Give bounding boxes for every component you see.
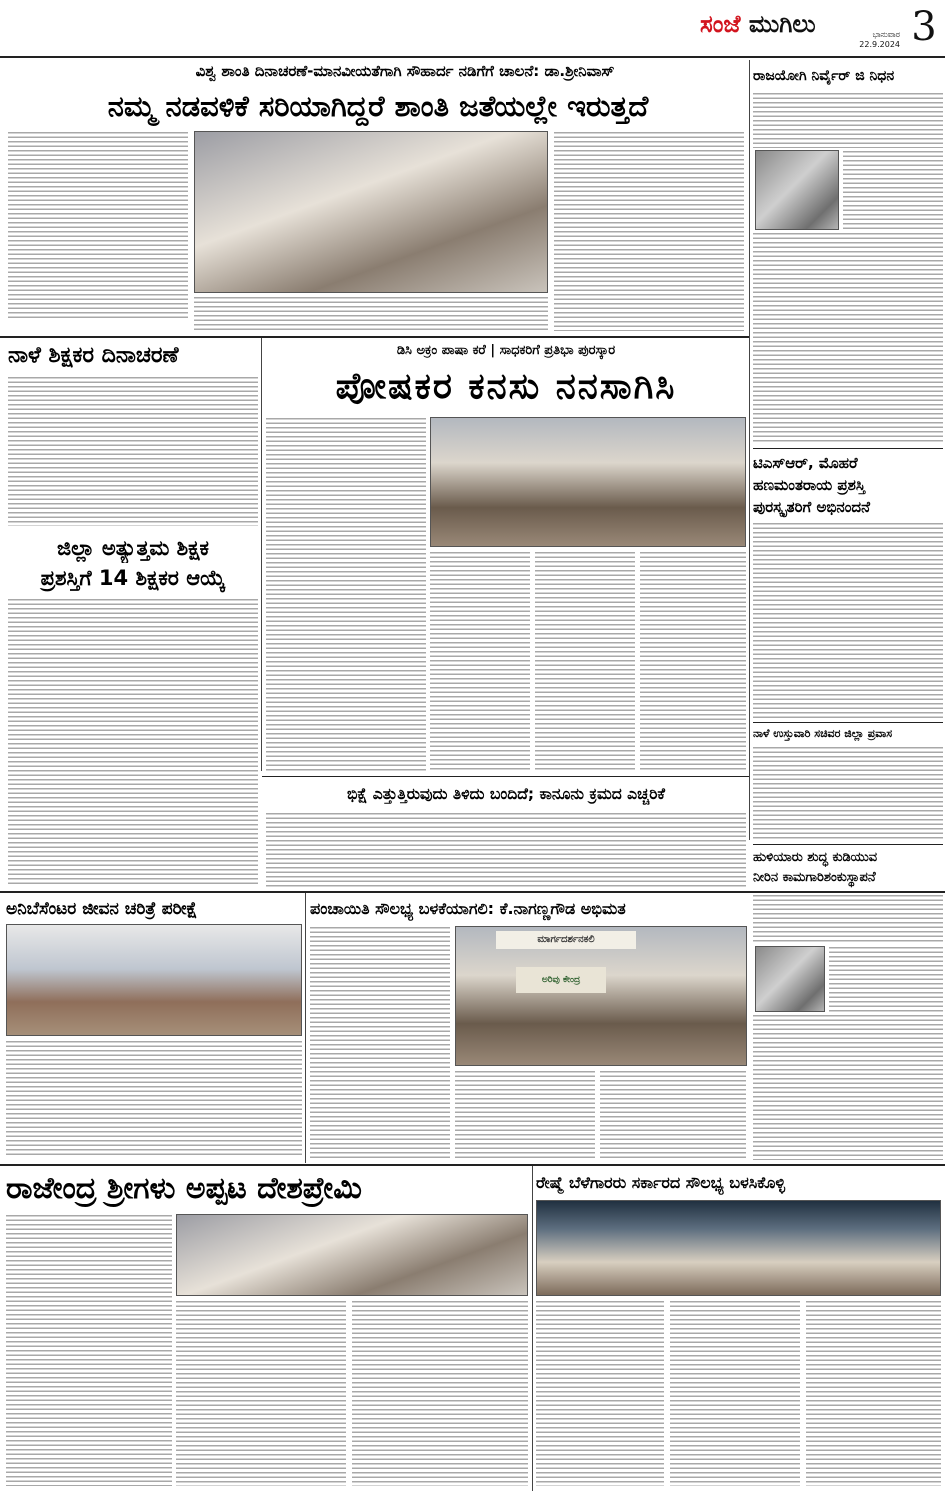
story8-headline: ರಾಜೇಂದ್ರ ಶ್ರೀಗಳು ಅಪ್ಪಟ ದೇಶಪ್ರೇಮಿ <box>6 1171 362 1206</box>
story9-photo-stage <box>536 1200 941 1296</box>
masthead-name-part2: ಮುಗಿಲು <box>748 10 816 38</box>
divider-line <box>0 1164 945 1166</box>
story5-body <box>266 812 746 888</box>
story8-body-col2 <box>176 1300 346 1486</box>
story-right2-headline-line3: ಪುರಸ್ಕೃತರಿಗೆ ಅಭಿನಂದನೆ <box>753 498 871 516</box>
story-right2-headline-line1: ಟಿಎಸ್‌ಆರ್, ಮೊಹರೆ <box>753 454 858 472</box>
story-right4-portrait <box>755 946 825 1012</box>
story3-kicker: ಡಿಸಿ ಅಕ್ರಂ ಪಾಷಾ ಕರೆ | ಸಾಧಕರಿಗೆ ಪ್ರತಿಭಾ ಪುರಸ್ಕಾರ <box>396 343 616 358</box>
divider-line <box>262 776 749 777</box>
story3-body-col2 <box>430 551 530 771</box>
column-divider <box>532 1166 533 1491</box>
story1-photo-peace-walk <box>194 131 548 293</box>
story-right1-body <box>753 232 943 444</box>
story-right1-body-side <box>843 150 943 230</box>
story4-body <box>8 598 258 886</box>
story-right2-body <box>753 522 943 718</box>
story1-body-col1 <box>8 131 188 321</box>
story8-body-col1 <box>6 1214 172 1486</box>
story6-headline: ಅನಿಬೆಸೆಂಟರ ಜೀವನ ಚರಿತ್ರೆ ಪರೀಕ್ಷೆ <box>6 899 198 919</box>
story9-headline: ರೇಷ್ಮೆ ಬೆಳೆಗಾರರು ಸರ್ಕಾರದ ಸೌಲಭ್ಯ ಬಳಸಿಕೊಳ್ಳಿ <box>536 1173 786 1192</box>
story1-headline: ನಮ್ಮ ನಡವಳಿಕೆ ಸರಿಯಾಗಿದ್ದರೆ ಶಾಂತಿ ಜತೆಯಲ್ಲೇ ಇರುತ್ತದೆ <box>107 89 649 123</box>
story8-body-col3 <box>352 1300 528 1486</box>
story3-body-col1 <box>266 417 426 771</box>
story3-photo-felicitation <box>430 417 746 547</box>
story-right1-body-top <box>753 92 943 148</box>
masthead-name-part1: ಸಂಜೆ <box>700 10 741 38</box>
story6-photo-students <box>6 924 302 1036</box>
story3-body-col4 <box>640 551 746 771</box>
column-divider <box>261 338 262 771</box>
story7-headline: ಪಂಚಾಯಿತಿ ಸೌಲಭ್ಯ ಬಳಕೆಯಾಗಲಿ: ಕೆ.ನಾಗಣ್ಣಗೌಡ ಅಭಿಮತ <box>310 899 626 918</box>
page-number: 3 <box>911 4 937 50</box>
story7-photo-meeting <box>455 926 747 1066</box>
story2-body <box>8 376 258 526</box>
story7-photo-sign2: ಅರಿವು ಕೇಂದ್ರ <box>516 967 606 993</box>
divider-line <box>753 722 943 723</box>
story7-body-col1 <box>310 926 450 1158</box>
story9-body-col1 <box>536 1300 664 1486</box>
masthead-date: 22.9.2024 <box>859 40 900 49</box>
divider-line <box>0 891 945 893</box>
story-right4-body-top <box>753 894 943 944</box>
story-right4-headline: ಹುಳಿಯಾರು ಶುದ್ಧ ಕುಡಿಯುವ <box>753 850 878 865</box>
story4-headline-line2: ಪ್ರಶಸ್ತಿಗೆ 14 ಶಿಕ್ಷಕರ ಆಯ್ಕೆ <box>40 566 226 590</box>
story-right1-headline: ರಾಜಯೋಗಿ ನಿರ್ವೈರ್ ಜಿ ನಿಧನ <box>753 68 895 84</box>
divider-line <box>753 844 943 845</box>
story9-body-col2 <box>670 1300 800 1486</box>
story-right2-headline-line2: ಹಣಮಂತರಾಯ ಪ್ರಶಸ್ತಿ <box>753 476 866 494</box>
column-divider-right <box>749 60 750 840</box>
story8-photo-event <box>176 1214 528 1296</box>
story9-body-col3 <box>806 1300 941 1486</box>
story1-body-col3 <box>554 131 744 331</box>
masthead-day: ಭಾನುವಾರ <box>872 30 900 39</box>
story2-headline: ನಾಳೆ ಶಿಕ್ಷಕರ ದಿನಾಚರಣೆ <box>8 343 179 368</box>
story-right1-portrait <box>755 150 839 230</box>
story5-headline: ಭಿಕ್ಷೆ ಎತ್ತುತ್ತಿರುವುದು ತಿಳಿದು ಬಂದಿದೆ; ಕಾನೂನು ಕ್ರಮದ ಎಚ್ಚರಿಕೆ <box>347 785 665 803</box>
story-right3-body <box>753 746 943 840</box>
story7-body-col3 <box>600 1070 746 1158</box>
story3-body-col3 <box>535 551 635 771</box>
story1-body-col2 <box>194 296 548 330</box>
story3-headline: ಪೋಷಕರ ಕನಸು ನನಸಾಗಿಸಿ <box>335 366 677 407</box>
story-right4-body <box>753 1014 943 1160</box>
divider-line <box>753 448 943 449</box>
story-right3-headline: ನಾಳೆ ಉಸ್ತುವಾರಿ ಸಚಿವರ ಜಿಲ್ಲಾ ಪ್ರವಾಸ <box>753 727 893 740</box>
story4-headline-line1: ಜಿಲ್ಲಾ ಅತ್ಯುತ್ತಮ ಶಿಕ್ಷಕ <box>56 536 210 560</box>
story7-body-col2 <box>455 1070 595 1158</box>
story-right4-headline-line2: ನೀರಿನ ಕಾಮಗಾರಿಶಂಕುಸ್ಥಾಪನೆ <box>753 870 876 885</box>
column-divider <box>305 893 306 1163</box>
story1-kicker: ವಿಶ್ವ ಶಾಂತಿ ದಿನಾಚರಣೆ-ಮಾನವೀಯತೆಗಾಗಿ ಸೌಹಾರ್ದ ನಡಿಗೆಗೆ ಚಾಲನೆ: ಡಾ.ಶ್ರೀನಿವಾಸ್ <box>195 62 615 80</box>
story-right4-body-side <box>829 946 943 1012</box>
story6-body <box>6 1040 302 1158</box>
story7-photo-sign: ಮಾರ್ಗದರ್ಶನಕಲಿ <box>496 931 636 949</box>
divider-line <box>0 336 749 338</box>
